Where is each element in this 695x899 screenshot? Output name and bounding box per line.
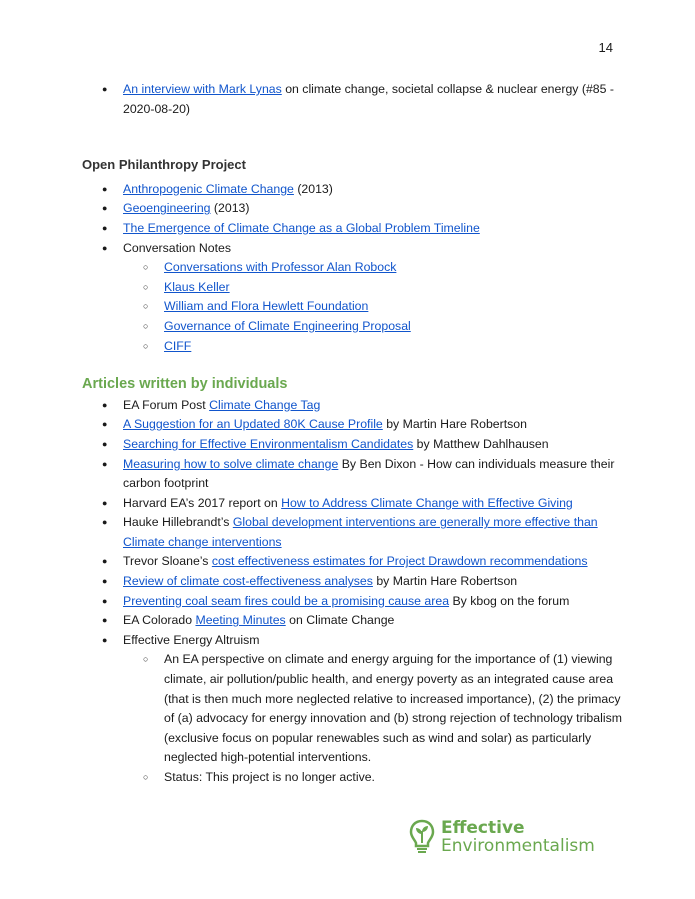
list-item: ● Trevor Sloane’s cost effectiveness estimates for Project Drawdown recommendations [82, 552, 622, 572]
page-number: 14 [598, 40, 613, 55]
top-list [82, 80, 622, 119]
list-item: ● Effective Energy Altruism [82, 631, 622, 651]
list-item: ● Conversation Notes [82, 239, 622, 259]
link-coal-seam-fires[interactable]: Preventing coal seam fires could be a promising cause area [123, 593, 450, 608]
link-80k-cause-profile[interactable]: A Suggestion for an Updated 80K Cause Profile [123, 417, 383, 432]
sub-list-item [82, 317, 622, 337]
list-item [82, 219, 622, 239]
list-item: ● A Suggestion for an Updated 80K Cause Profile by Martin Hare Robertson [82, 415, 622, 435]
list-item: ● Searching for Effective Environmentalism Candidates by Matthew Dahlhausen [82, 435, 622, 455]
link-climate-change-tag[interactable]: Climate Change Tag [209, 397, 321, 412]
list-item: ● Review of climate cost-effectiveness analyses by Martin Hare Robertson [82, 572, 622, 592]
link-governance[interactable]: Governance of Climate Engineering Proposal [164, 318, 411, 333]
sub-list-item [82, 278, 622, 298]
sub-list-item [82, 258, 622, 278]
link-klaus-keller[interactable]: Klaus Keller [164, 279, 230, 294]
list-item: ● An interview with Mark Lynas on climate change, societal collapse & nuclear energy (#85 - 2020-08-20) [82, 80, 622, 119]
link-mark-lynas[interactable]: An interview with Mark Lynas [123, 82, 282, 96]
sub-list-item: ○ Status: This project is no longer active. [82, 768, 622, 788]
link-geoengineering[interactable]: Geoengineering [123, 201, 211, 216]
sub-list-item [82, 297, 622, 317]
list-item: ● Preventing coal seam fires could be a promising cause area By kbog on the forum [82, 592, 622, 612]
articles-list [82, 396, 622, 788]
link-measuring[interactable]: Measuring how to solve climate change [123, 456, 339, 471]
link-hewlett[interactable]: William and Flora Hewlett Foundation [164, 299, 369, 314]
lightbulb-sprout-icon [409, 819, 435, 855]
link-ee-candidates[interactable]: Searching for Effective Environmentalism Candidates [123, 436, 414, 451]
list-item: ● Measuring how to solve climate change By Ben Dixon - How can individuals measure their carbon footprint [82, 455, 622, 494]
link-meeting-minutes[interactable]: Meeting Minutes [195, 613, 286, 628]
link-anthropogenic[interactable]: Anthropogenic Climate Change [123, 181, 294, 196]
logo-line2: Environmentalism [441, 836, 595, 856]
link-alan-robock[interactable]: Conversations with Professor Alan Robock [164, 260, 397, 275]
link-review-cost-effectiveness[interactable]: Review of climate cost-effectiveness analyses [123, 574, 373, 589]
open-phil-list [82, 180, 622, 356]
link-effective-giving[interactable]: How to Address Climate Change with Effective Giving [281, 495, 573, 510]
sub-list-item: ○ An EA perspective on climate and energy arguing for the importance of (1) viewing climate, air pollution/public health, and energy poverty as an integrated cause area (that is then much more neglected relative to increased importance), (2) the primacy of (a) advocacy for energy innovation and (b) strong rejection of technology tribalism (exclusive focus on popular renewables such as wind and solar) as particularly neglected high-potential interventions. [82, 650, 622, 768]
list-item: ● Harvard EA’s 2017 report on How to Address Climate Change with Effective Giving [82, 494, 622, 514]
link-ciff[interactable]: CIFF [164, 338, 192, 353]
effective-environmentalism-logo [409, 819, 595, 855]
list-item: ● Anthropogenic Climate Change (2013) [82, 180, 622, 200]
list-item: ● EA Forum Post Climate Change Tag [82, 396, 622, 416]
list-item: ● EA Colorado Meeting Minutes on Climate Change [82, 611, 622, 631]
link-emergence-timeline[interactable]: The Emergence of Climate Change as a Global Problem Timeline [123, 220, 480, 235]
sub-list-item [82, 337, 622, 357]
link-global-development[interactable]: Global development interventions are generally more effective than Climate change interventions [123, 515, 598, 549]
link-drawdown[interactable]: cost effectiveness estimates for Project Drawdown recommendations [211, 554, 588, 569]
list-item: ● Hauke Hillebrandt’s Global development interventions are generally more effective than Climate change interventions [82, 513, 622, 552]
document-body [82, 80, 622, 788]
section-heading-articles: Articles written by individuals [82, 376, 288, 393]
list-item: ● Geoengineering (2013) [82, 199, 622, 219]
section-heading-open-philanthropy: Open Philanthropy Project [82, 157, 246, 173]
logo-line1: Effective [441, 818, 525, 838]
